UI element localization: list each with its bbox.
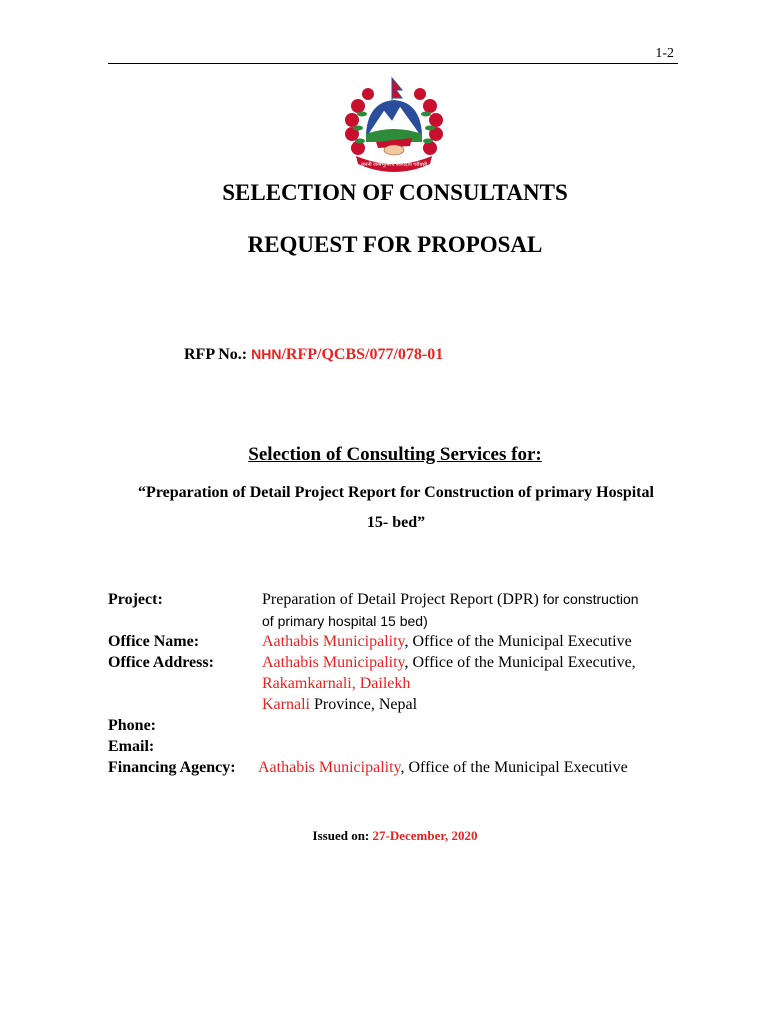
office-address-label: Office Address: <box>108 654 214 671</box>
selection-heading: Selection of Consulting Services for: <box>248 444 542 465</box>
rfp-number <box>184 346 443 364</box>
office-address-country: Province, Nepal <box>309 696 418 713</box>
title-selection-of-consultants: SELECTION OF CONSULTANTS <box>222 180 568 205</box>
office-name-value <box>262 633 632 651</box>
nepal-government-emblem-icon <box>338 76 450 172</box>
rfp-prefix: NHN <box>251 346 282 362</box>
assignment-title-line2: 15- bed” <box>366 514 426 531</box>
issued-date <box>0 828 770 844</box>
office-address-line1 <box>262 654 636 672</box>
office-address-rest: , Office of the Municipal Executive, <box>404 654 636 671</box>
project-value-part1: Preparation of Detail Project Report (DPR) <box>262 591 543 608</box>
office-address-line2: Rakamkarnali, Dailekh <box>262 675 411 692</box>
office-name-label: Office Name: <box>108 633 200 650</box>
financing-agency-label: Financing Agency: <box>108 759 236 776</box>
financing-agency-value <box>258 759 628 777</box>
assignment-title-line1: “Preparation of Detail Project Report for Construction of primary Hospital <box>138 484 654 501</box>
emblem-motto: जननी जन्मभूमिश्च स्वर्गादपि गरीयसी <box>360 162 428 168</box>
header-rule <box>108 63 678 64</box>
issued-date-value: 27-December, 2020 <box>372 828 478 843</box>
office-name-municipality: Aathabis Municipality <box>262 633 405 650</box>
office-address-province: Karnali <box>262 696 310 713</box>
rfp-code: /RFP/QCBS/077/078-01 <box>281 346 444 363</box>
financing-municipality: Aathabis Municipality <box>258 759 401 776</box>
office-address-municipality: Aathabis Municipality <box>262 654 405 671</box>
assignment-title <box>108 478 684 538</box>
financing-rest: , Office of the Municipal Executive <box>400 759 628 776</box>
issued-label: Issued on: <box>312 828 373 843</box>
project-label: Project: <box>108 591 163 608</box>
project-value <box>262 591 639 609</box>
rfp-label: RFP No.: <box>184 346 252 363</box>
page-number: 1-2 <box>655 46 674 61</box>
project-value-line2: of primary hospital 15 bed) <box>262 613 428 629</box>
office-address-line3 <box>262 696 417 714</box>
title-request-for-proposal: REQUEST FOR PROPOSAL <box>247 232 543 257</box>
project-value-part2: for construction <box>542 591 639 607</box>
email-label: Email: <box>108 738 155 755</box>
office-name-rest: , Office of the Municipal Executive <box>404 633 632 650</box>
phone-label: Phone: <box>108 717 156 734</box>
